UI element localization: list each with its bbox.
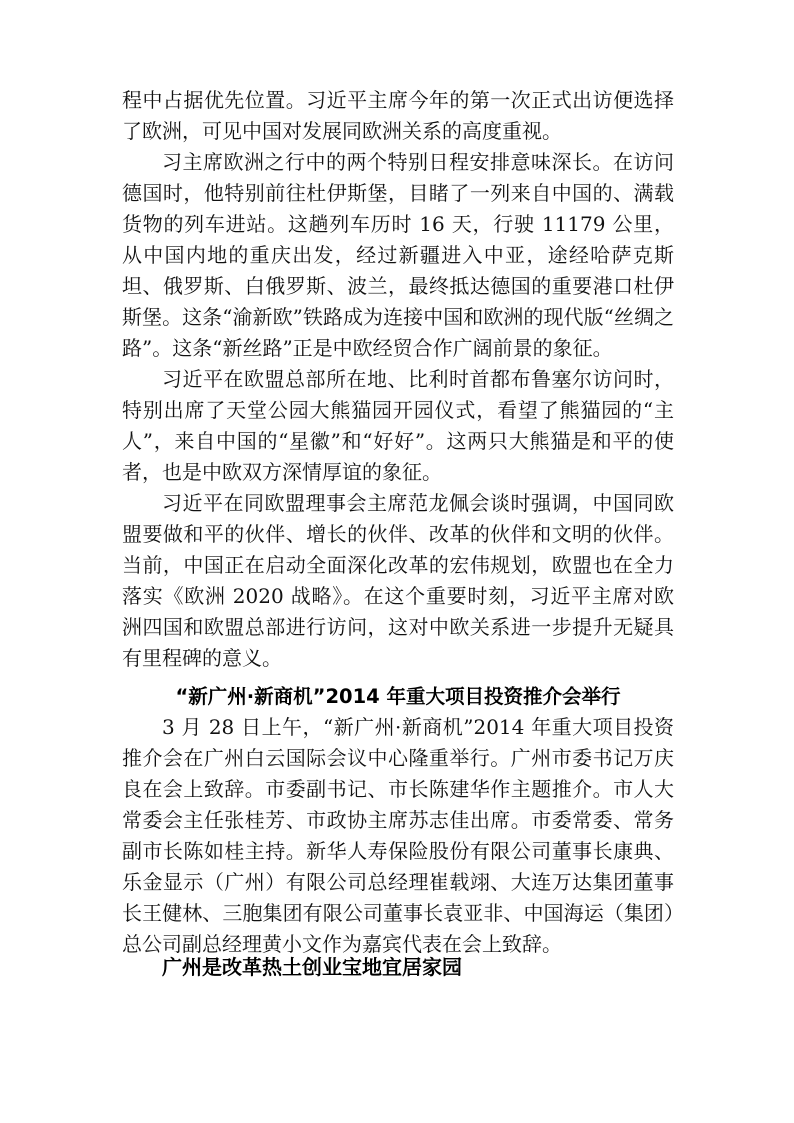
paragraph-eu-partnership: 习近平在同欧盟理事会主席范龙佩会谈时强调，中国同欧盟要做和平的伙伴、增长的伙伴、改革的伙伴和文明的伙伴。当前，中国正在启动全面深化改革的宏伟规划，欧盟也在全力落实《欧洲 2020 战略》。在这个重要时刻，习近平主席对欧洲四国和欧盟总部进行访问，这对中欧关系进一步提升无疑具有里程碑的意义。 (122, 491, 674, 670)
paragraph-investment-conference: 3 月 28 日上午，“新广州·新商机”2014 年重大项目投资推介会在广州白云国际会议中心隆重举行。广州市委书记万庆良在会上致辞。市委副书记、市长陈建华作主题推介。市人大常委会主任张桂芳、市政协主席苏志佳出席。市委常委、常务副市长陈如桂主持。新华人寿保险股份有限公司董事长康典、乐金显示（广州）有限公司总经理崔载翊、大连万达集团董事长王健林、三胞集团有限公司董事长袁亚非、中国海运（集团）总公司副总经理黄小文作为嘉宾代表在会上致辞。 (122, 715, 674, 956)
section-subheading: 广州是改革热土创业宝地宜居家园 (162, 955, 462, 979)
paragraph-panda-garden: 习近平在欧盟总部所在地、比利时首都布鲁塞尔访问时，特别出席了天堂公园大熊猫园开园仪式，看望了熊猫园的“主人”，来自中国的“星徽”和“好好”。这两只大熊猫是和平的使者，也是中欧双方深情厚谊的象征。 (122, 367, 674, 484)
paragraph-europe-trip: 习主席欧洲之行中的两个特别日程安排意味深长。在访问德国时，他特别前往杜伊斯堡，目睹了一列来自中国的、满载货物的列车进站。这趟列车历时 16 天，行驶 11179 公里，从中国内地的重庆出发，经过新疆进入中亚，途经哈萨克斯坦、俄罗斯、白俄罗斯、波兰，最终抵达德国的重要港口杜伊斯堡。这条“渝新欧”铁路成为连接中国和欧洲的现代版“丝绸之路”。这条“新丝路”正是中欧经贸合作广阔前景的象征。 (122, 150, 674, 360)
article-headline: “新广州·新商机”2014 年重大项目投资推介会举行 (175, 685, 621, 708)
article-body (122, 712, 674, 960)
article-body-continued (122, 85, 674, 674)
paragraph-continuation: 程中占据优先位置。习近平主席今年的第一次正式出访便选择了欧洲，可见中国对发展同欧洲关系的高度重视。 (122, 88, 674, 143)
